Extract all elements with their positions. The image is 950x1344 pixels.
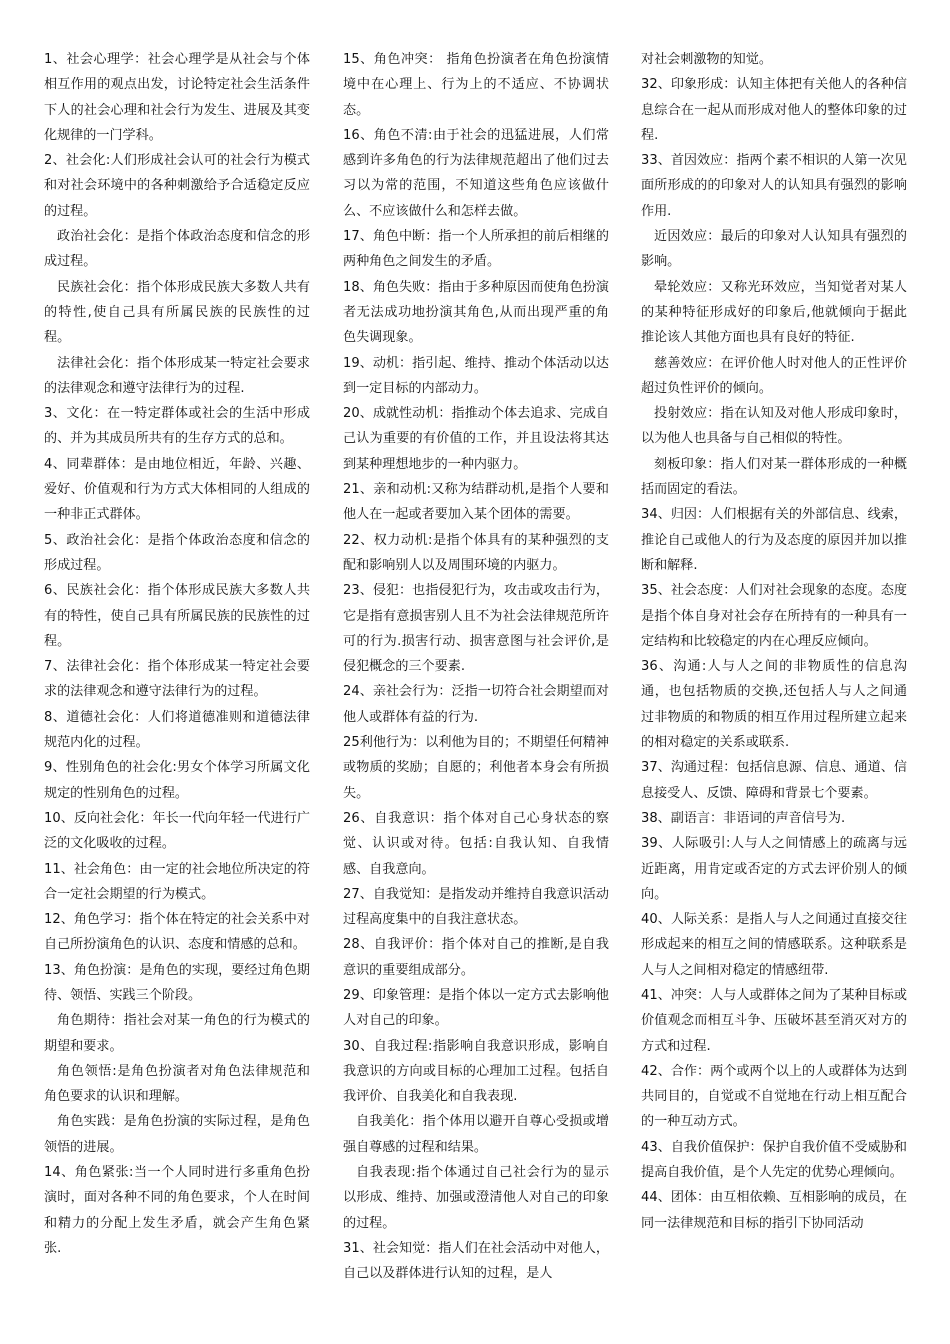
paragraph: 19、动机：指引起、维持、推动个体活动以达到一定目标的内部动力。	[343, 355, 609, 396]
paragraph: 民族社会化：指个体形成民族大多数人共有的特性,使自己具有所属民族的民族性的过程。	[44, 279, 310, 346]
paragraph: 22、权力动机:是指个体具有的某种强烈的支配和影响别人以及周围环境的内驱力。	[343, 532, 609, 573]
paragraph: 18、角色失败：指由于多种原因而使角色扮演者无法成功地扮演其角色,从而出现严重的角色失调现象。	[343, 279, 609, 346]
paragraph: 16、角色不清:由于社会的迅猛进展，人们常感到许多角色的行为法律规范超出了他们过去习以为常的范围，不知道这些角色应该做什么、不应该做什么和怎样去做。	[343, 127, 609, 219]
paragraph: 36、沟通:人与人之间的非物质性的信息沟通，也包括物质的交换,还包括人与人之间通过非物质的和物质的相互作用过程所建立起来的相对稳定的关系或联系.	[641, 659, 907, 751]
paragraph: 自我美化：指个体用以避开自尊心受损或增强自尊感的过程和结果。	[343, 1114, 609, 1155]
paragraph: 33、首因效应：指两个素不相识的人第一次见面所形成的的印象对人的认知具有强烈的影响作用.	[641, 153, 907, 219]
paragraph: 2、社会化:人们形成社会认可的社会行为模式和对社会环境中的各种刺激给予合适稳定反应的过程。	[44, 153, 310, 219]
paragraph: 25利他行为：以利他为目的；不期望任何精神或物质的奖励；自愿的；利他者本身会有所损失。	[343, 735, 609, 801]
text-column-middle	[343, 47, 609, 1287]
paragraph: 角色领悟:是角色扮演者对角色法律规范和角色要求的认识和理解。	[44, 1063, 310, 1105]
paragraph: 11、社会角色：由一定的社会地位所决定的符合一定社会期望的行为模式。	[44, 861, 310, 902]
paragraph: 3、文化：在一特定群体或社会的生活中形成的、并为其成员所共有的生存方式的总和。	[44, 406, 310, 447]
paragraph: 15、角色冲突： 指角色扮演者在角色扮演情境中在心理上、行为上的不适应、不协调状态。	[343, 52, 609, 118]
paragraph: 39、人际吸引:人与人之间情感上的疏离与远近距离，用肯定或否定的方式去评价别人的倾向。	[641, 836, 907, 902]
paragraph: 政治社会化：是指个体政治态度和信念的形成过程。	[44, 229, 310, 270]
text-column-left	[44, 47, 310, 1261]
paragraph: 刻板印象：指人们对某一群体形成的一种概括而固定的看法。	[641, 456, 907, 498]
paragraph: 42、合作：两个或两个以上的人或群体为达到共同目的，自觉或不自觉地在行动上相互配合的一种互动方式。	[641, 1063, 907, 1130]
paragraph: 自我表现:指个体通过自己社会行为的显示以形成、维持、加强或澄清他人对自己的印象的过程。	[343, 1165, 609, 1231]
paragraph: 6、民族社会化：指个体形成民族大多数人共有的特性，使自己具有所属民族的民族性的过程。	[44, 583, 310, 649]
paragraph: 31、社会知觉：指人们在社会活动中对他人，自己以及群体进行认知的过程，是人	[343, 1240, 609, 1282]
paragraph: 28、自我评价：指个体对自己的推断,是自我意识的重要组成部分。	[343, 937, 609, 978]
paragraph: 37、沟通过程：包括信息源、信息、通道、信息接受人、反馈、障碍和背景七个要素。	[641, 760, 907, 801]
paragraph: 26、自我意识：指个体对自己心身状态的察觉、认识或对待。包括:自我认知、自我情感、自我意向。	[343, 810, 609, 877]
paragraph: 10、反向社会化：年长一代向年轻一代进行广泛的文化吸收的过程。	[44, 810, 310, 852]
paragraph: 35、社会态度：人们对社会现象的态度。态度是指个体自身对社会存在所持有的一种具有一定结构和比较稳定的内在心理反应倾向。	[641, 583, 907, 649]
paragraph: 20、成就性动机：指推动个体去追求、完成自己认为重要的有价值的工作，并且设法将其达到某种理想地步的一种内驱力。	[343, 406, 609, 472]
paragraph: 慈善效应：在评价他人时对他人的正性评价超过负性评价的倾向。	[641, 355, 907, 396]
paragraph: 23、侵犯：也指侵犯行为，攻击或攻击行为，它是指有意损害别人且不为社会法律规范所许可的行为.损害行动、损害意图与社会评价,是侵犯概念的三个要素.	[343, 583, 609, 675]
paragraph: 40、人际关系：是指人与人之间通过直接交往形成起来的相互之间的情感联系。这种联系是人与人之间相对稳定的情感纽带.	[641, 912, 907, 978]
paragraph: 1、社会心理学：社会心理学是从社会与个体相互作用的观点出发，讨论特定社会生活条件下人的社会心理和社会行为发生、进展及其变化规律的一门学科。	[44, 52, 310, 143]
paragraph: 晕轮效应：又称光环效应，当知觉者对某人的某种特征形成好的印象后,他就倾向于据此推论该人其他方面也具有良好的特征.	[641, 279, 907, 346]
paragraph: 21、亲和动机:又称为结群动机,是指个人要和他人在一起或者要加入某个团体的需要。	[343, 482, 609, 523]
paragraph: 17、角色中断：指一个人所承担的前后相继的两种角色之间发生的矛盾。	[343, 229, 609, 270]
paragraph: 27、自我觉知：是指发动并维持自我意识活动过程高度集中的自我注意状态。	[343, 886, 609, 928]
paragraph: 14、角色紧张:当一个人同时进行多重角色扮演时，面对各种不同的角色要求，个人在时间和精力的分配上发生矛盾，就会产生角色紧张.	[44, 1165, 310, 1256]
paragraph: 41、冲突：人与人或群体之间为了某种目标或价值观念而相互斗争、压破坏甚至消灭对方的方式和过程.	[641, 987, 907, 1054]
paragraph: 角色实践：是角色扮演的实际过程，是角色领悟的进展。	[44, 1114, 310, 1155]
paragraph: 13、角色扮演：是角色的实现，要经过角色期待、领悟、实践三个阶段。	[44, 962, 310, 1003]
paragraph: 4、同辈群体：是由地位相近，年龄、兴趣、爱好、价值观和行为方式大体相同的人组成的一种非正式群体。	[44, 456, 310, 523]
paragraph: 32、印象形成：认知主体把有关他人的各种信息综合在一起从而形成对他人的整体印象的过程.	[641, 77, 907, 143]
paragraph: 34、归因：人们根据有关的外部信息、线索，推论自己或他人的行为及态度的原因并加以推断和解释.	[641, 507, 907, 573]
paragraph: 29、印象管理：是指个体以一定方式去影响他人对自己的印象。	[343, 987, 609, 1029]
paragraph: 投射效应：指在认知及对他人形成印象时，以为他人也具备与自己相似的特性。	[641, 406, 907, 447]
paragraph: 24、亲社会行为：泛指一切符合社会期望而对他人或群体有益的行为.	[343, 684, 609, 725]
paragraph: 44、团体：由互相依赖、互相影响的成员，在同一法律规范和目标的指引下协同活动	[641, 1190, 907, 1231]
paragraph: 5、政治社会化：是指个体政治态度和信念的形成过程。	[44, 532, 310, 573]
paragraph: 近因效应：最后的印象对人认知具有强烈的影响。	[641, 229, 907, 270]
text-column-right	[641, 47, 907, 1236]
paragraph: 43、自我价值保护：保护自我价值不受威胁和提高自我价值，是个人先定的优势心理倾向。	[641, 1139, 907, 1181]
paragraph: 角色期待：指社会对某一角色的行为模式的期望和要求。	[44, 1013, 310, 1054]
paragraph: 对社会刺激物的知觉。	[641, 52, 772, 67]
paragraph: 7、法律社会化：指个体形成某一特定社会要求的法律观念和遵守法律行为的过程。	[44, 659, 310, 700]
paragraph: 8、道德社会化：人们将道德准则和道德法律规范内化的过程。	[44, 709, 310, 751]
paragraph: 38、副语言：非语词的声音信号为.	[641, 810, 846, 826]
paragraph: 30、自我过程:指影响自我意识形成，影响自我意识的方向或目标的心理加工过程。包括自我评价、自我美化和自我表现.	[343, 1038, 609, 1105]
paragraph: 法律社会化：指个体形成某一特定社会要求的法律观念和遵守法律行为的过程.	[44, 355, 310, 396]
paragraph: 12、角色学习：指个体在特定的社会关系中对自己所扮演角色的认识、态度和情感的总和。	[44, 912, 310, 953]
paragraph: 9、性别角色的社会化:男女个体学习所属文化规定的性别角色的过程。	[44, 760, 310, 801]
